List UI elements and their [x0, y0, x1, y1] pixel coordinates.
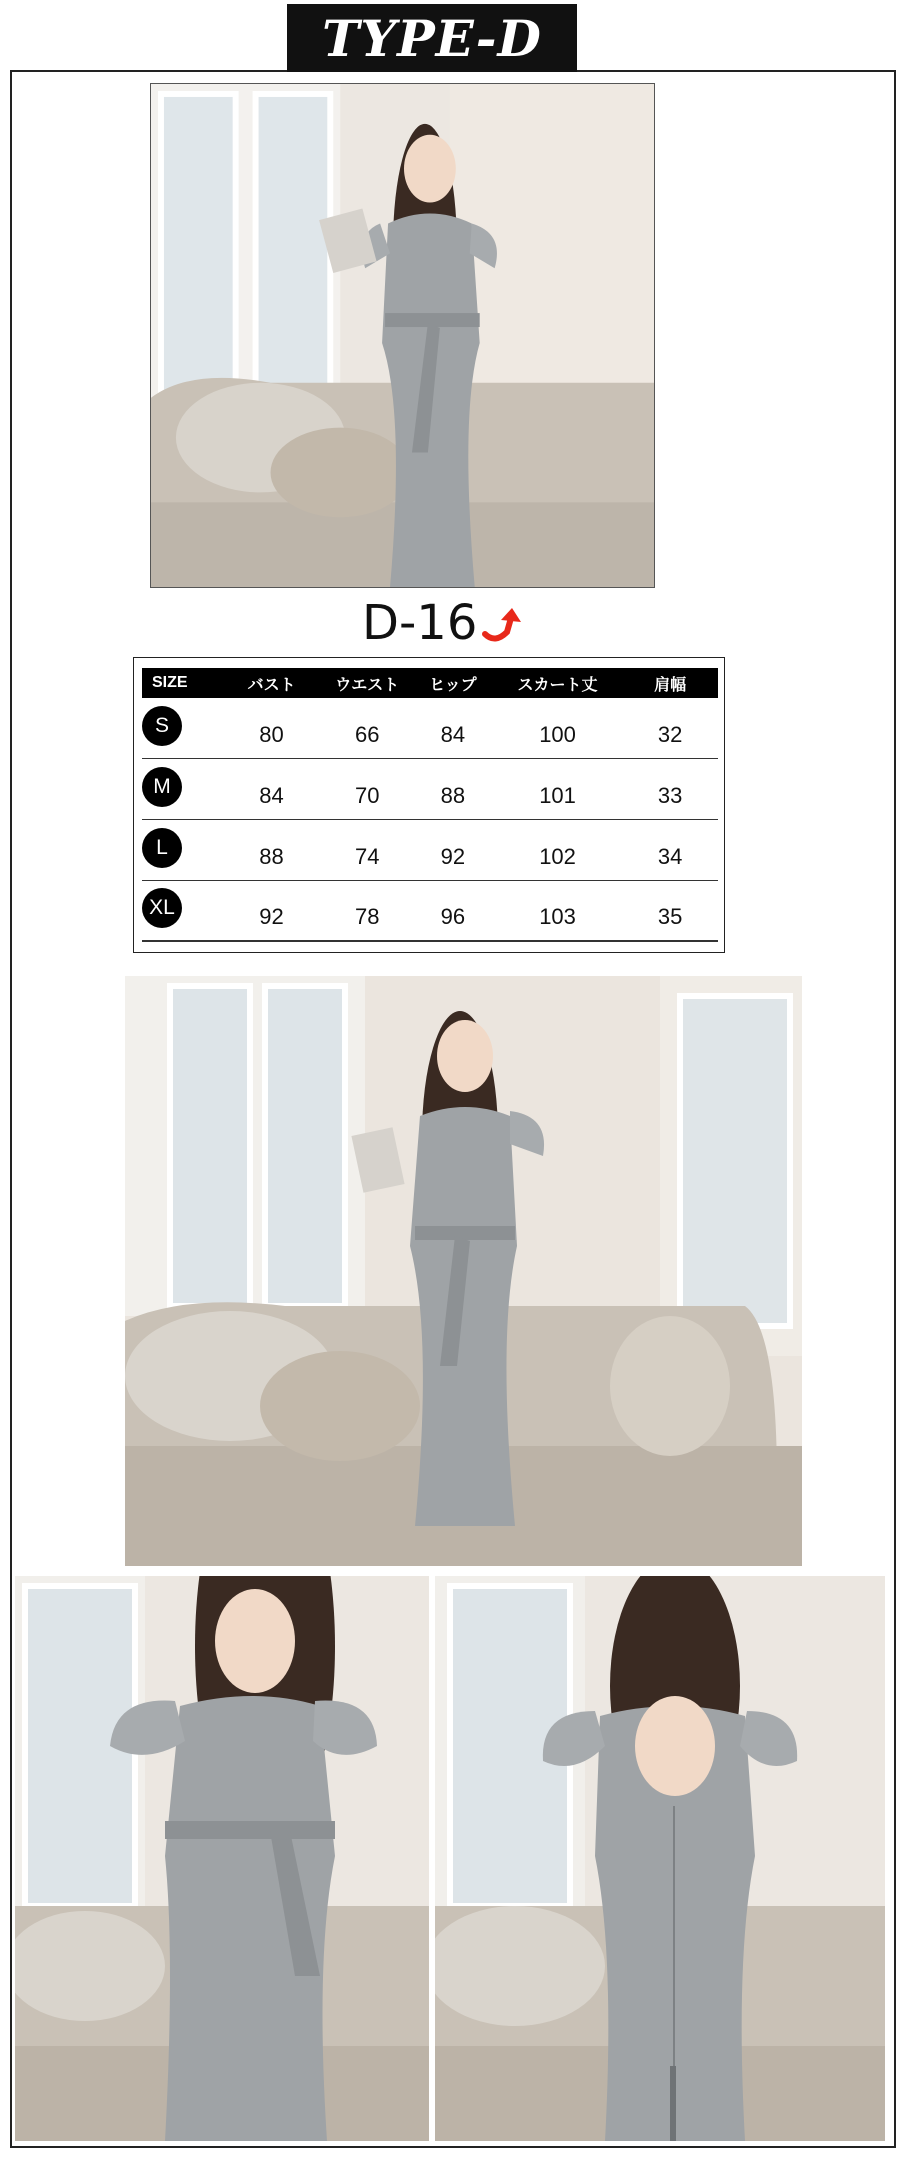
bust-value: 88 — [259, 844, 284, 869]
product-code-label — [362, 594, 527, 652]
table-row — [142, 698, 718, 759]
size-table-header — [142, 668, 718, 698]
waist-value: 74 — [354, 844, 380, 869]
size-badge: XL — [142, 888, 182, 928]
hip-value: 96 — [440, 904, 466, 929]
product-photo-front-3 — [15, 1576, 429, 2141]
skirt-length-value: 102 — [539, 844, 576, 869]
header-hip: ヒップ — [429, 676, 477, 694]
shoulder-width-value: 33 — [657, 783, 683, 808]
hip-value: 92 — [440, 844, 466, 869]
hip-value: 84 — [440, 722, 466, 747]
shoulder-width-value: 32 — [657, 722, 683, 747]
bust-value: 92 — [259, 904, 284, 929]
waist-value: 66 — [354, 722, 380, 747]
bust-value: 84 — [259, 783, 284, 808]
table-row — [142, 820, 718, 881]
bust-value: 80 — [259, 722, 284, 747]
product-photo-front-2 — [125, 976, 802, 1566]
table-row — [142, 881, 718, 942]
skirt-length-value: 103 — [539, 904, 576, 929]
header-skirt-length: スカート丈 — [517, 676, 598, 694]
product-code-text: D-16 — [362, 595, 478, 651]
banner-title: TYPE-D — [322, 8, 542, 68]
header-shoulder-width: 肩幅 — [654, 676, 687, 694]
red-curved-arrow-icon — [481, 600, 527, 646]
product-photo-front-1 — [150, 83, 655, 588]
skirt-length-value: 101 — [539, 783, 576, 808]
hip-value: 88 — [440, 783, 466, 808]
header-waist: ウエスト — [335, 676, 400, 694]
shoulder-width-value: 35 — [657, 904, 683, 929]
size-badge: M — [142, 767, 182, 807]
shoulder-width-value: 34 — [657, 844, 683, 869]
header-bust: バスト — [247, 676, 296, 694]
table-row — [142, 759, 718, 820]
size-badge: L — [142, 828, 182, 868]
type-banner — [287, 4, 577, 72]
size-badge: S — [142, 706, 182, 746]
waist-value: 78 — [354, 904, 380, 929]
product-photo-back — [435, 1576, 885, 2141]
skirt-length-value: 100 — [539, 722, 576, 747]
header-size: SIZE — [152, 674, 188, 691]
waist-value: 70 — [354, 783, 380, 808]
size-chart-table — [133, 657, 725, 953]
